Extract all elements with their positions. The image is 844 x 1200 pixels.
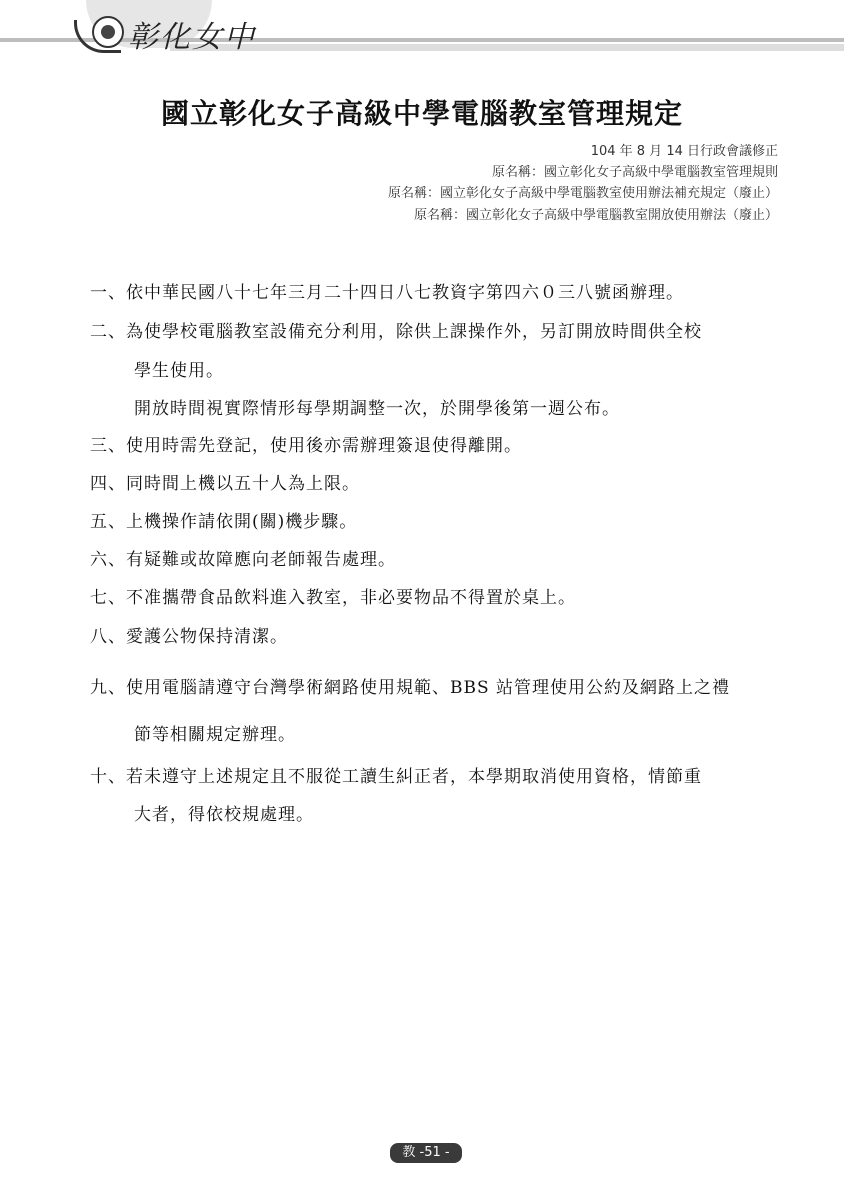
document-title: 國立彰化女子高級中學電腦教室管理規定 <box>160 97 683 130</box>
rule-3: 三、使用時需先登記，使用後亦需辦理簽退使得離開。 <box>90 436 522 456</box>
rule-2-note: 開放時間視實際情形每學期調整一次，於開學後第一週公布。 <box>134 399 620 419</box>
school-logo-text: 彰化女中 <box>128 20 256 55</box>
former-name-1: 原名稱：國立彰化女子高級中學電腦教室管理規則 <box>491 165 778 180</box>
school-emblem-icon <box>92 16 124 48</box>
revision-note: 104 年 8 月 14 日行政會議修正 <box>590 144 778 159</box>
former-name-3: 原名稱：國立彰化女子高級中學電腦教室開放使用辦法（廢止） <box>413 208 778 223</box>
header-rule <box>0 38 844 42</box>
rule-9-continued: 節等相關規定辦理。 <box>134 725 296 745</box>
former-name-2: 原名稱：國立彰化女子高級中學電腦教室使用辦法補充規定（廢止） <box>387 186 778 201</box>
rule-9: 九、使用電腦請遵守台灣學術網路使用規範、BBS 站管理使用公約及網路上之禮 <box>90 678 731 698</box>
rule-10-continued: 大者，得依校規處理。 <box>134 805 314 825</box>
rule-10: 十、若未遵守上述規定且不服從工讀生糾正者，本學期取消使用資格，情節重 <box>90 767 702 787</box>
rule-8: 八、愛護公物保持清潔。 <box>90 627 288 647</box>
rule-1: 一、依中華民國八十七年三月二十四日八七教資字第四六０三八號函辦理。 <box>90 283 684 303</box>
rule-5: 五、上機操作請依開(關)機步驟。 <box>90 512 358 532</box>
header-rule-secondary <box>170 44 844 51</box>
rule-2-continued: 學生使用。 <box>134 361 224 381</box>
rule-2: 二、為使學校電腦教室設備充分利用，除供上課操作外，另訂開放時間供全校 <box>90 322 702 342</box>
page-number-badge: 教 -51 - <box>390 1143 462 1163</box>
rule-7: 七、不准攜帶食品飲料進入教室，非必要物品不得置於桌上。 <box>90 588 576 608</box>
rule-4: 四、同時間上機以五十人為上限。 <box>90 474 360 494</box>
rule-6: 六、有疑難或故障應向老師報告處理。 <box>90 550 396 570</box>
